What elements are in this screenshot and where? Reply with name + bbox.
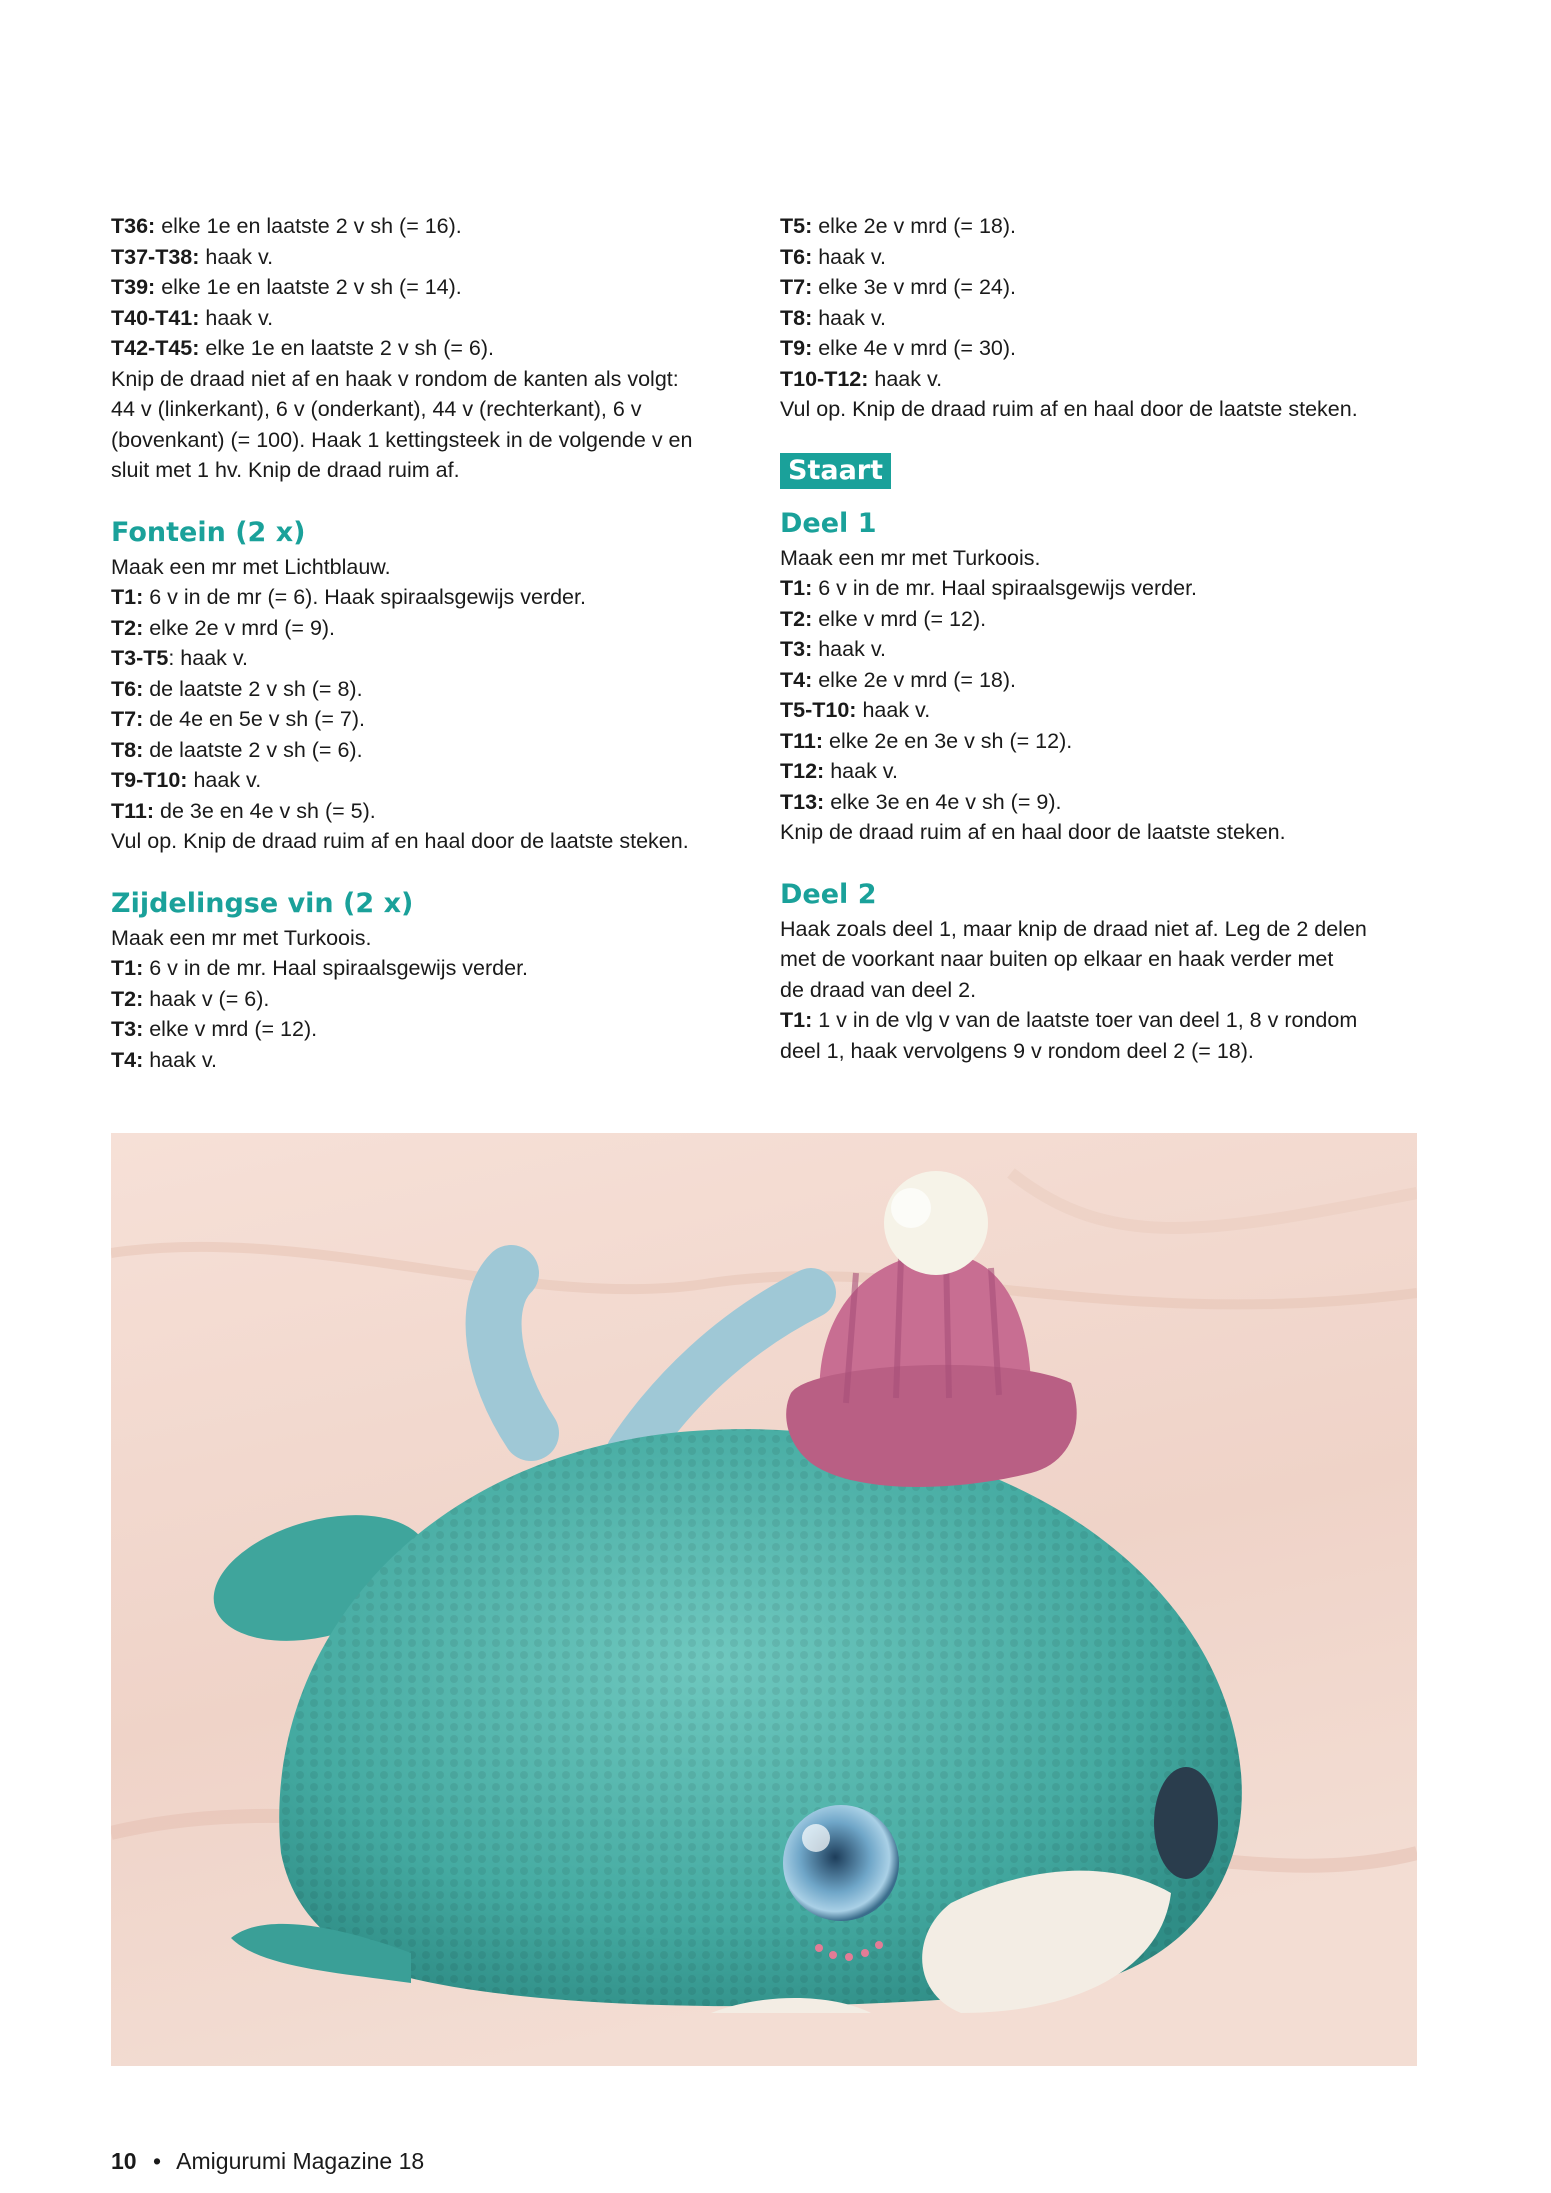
heading-deel-2: Deel 2 bbox=[780, 878, 877, 910]
instruction-line bbox=[780, 211, 1430, 242]
instruction-text: elke 1e en laatste 2 v sh (= 14). bbox=[155, 275, 462, 299]
instruction-line bbox=[780, 787, 1430, 818]
round-label: T3: bbox=[780, 637, 813, 661]
instruction-line bbox=[111, 923, 761, 954]
instruction-text: sluit met 1 hv. Knip de draad ruim af. bbox=[111, 458, 460, 482]
instruction-text: Knip de draad ruim af en haal door de laatste steken. bbox=[780, 820, 1286, 844]
round-label: T12: bbox=[780, 759, 825, 783]
round-label: T10-T12: bbox=[780, 366, 869, 391]
instruction-line bbox=[111, 735, 761, 766]
round-label: T9-T10: bbox=[111, 768, 188, 792]
round-label: T1: bbox=[111, 585, 144, 609]
instruction-text: haak v. bbox=[199, 305, 274, 330]
round-label: T40-T41: bbox=[111, 305, 200, 330]
instruction-line bbox=[111, 364, 761, 395]
instruction-line bbox=[780, 242, 1430, 273]
round-label: T13: bbox=[780, 789, 825, 814]
instruction-text: Maak een mr met Turkoois. bbox=[780, 545, 1041, 570]
round-label: T7: bbox=[780, 275, 813, 299]
instruction-line bbox=[780, 272, 1430, 303]
instruction-text: haak v. bbox=[187, 768, 262, 792]
instruction-text: Maak een mr met Turkoois. bbox=[111, 925, 372, 950]
instruction-line bbox=[780, 695, 1430, 726]
instruction-text: 6 v in de mr. Haal spiraalsgewijs verder. bbox=[812, 576, 1198, 600]
instruction-text: elke 3e v mrd (= 24). bbox=[812, 275, 1016, 299]
footer-separator: • bbox=[152, 2148, 162, 2174]
instruction-text: de laatste 2 v sh (= 8). bbox=[143, 676, 363, 701]
instruction-line bbox=[111, 796, 761, 827]
instruction-text: elke 4e v mrd (= 30). bbox=[812, 336, 1016, 360]
instruction-line bbox=[111, 953, 761, 984]
instruction-text: haak v. bbox=[812, 637, 886, 661]
deel2-instructions bbox=[780, 914, 1430, 1067]
amigurumi-whale-photo bbox=[111, 1133, 1417, 2066]
instruction-line bbox=[111, 242, 761, 273]
instruction-text: de 3e en 4e v sh (= 5). bbox=[154, 798, 376, 823]
instruction-line bbox=[111, 272, 761, 303]
round-label: T1: bbox=[111, 956, 144, 980]
instruction-text: 44 v (linkerkant), 6 v (onderkant), 44 v (rechterkant), 6 v bbox=[111, 397, 642, 421]
instruction-line bbox=[780, 975, 1430, 1006]
instruction-line bbox=[780, 333, 1430, 364]
instruction-text: elke 3e en 4e v sh (= 9). bbox=[824, 789, 1062, 814]
instruction-text: haak v. bbox=[812, 244, 886, 269]
round-label: T5: bbox=[780, 214, 813, 238]
round-label: T37-T38: bbox=[111, 244, 200, 269]
instruction-text: haak v. bbox=[143, 1047, 217, 1072]
instruction-line bbox=[780, 726, 1430, 757]
instruction-line bbox=[111, 704, 761, 735]
instruction-line bbox=[780, 756, 1430, 787]
instruction-text: (bovenkant) (= 100). Haak 1 kettingsteek in de volgende v en bbox=[111, 427, 693, 452]
instruction-line bbox=[780, 543, 1430, 574]
round-label: T2: bbox=[780, 606, 813, 631]
round-label: T11: bbox=[780, 728, 824, 753]
vin-instructions bbox=[111, 923, 761, 1076]
instruction-text: de 4e en 5e v sh (= 7). bbox=[143, 707, 365, 731]
instruction-line bbox=[111, 394, 761, 425]
instruction-text: elke 1e en laatste 2 v sh (= 6). bbox=[199, 336, 495, 360]
instruction-line bbox=[780, 573, 1430, 604]
instruction-text: elke v mrd (= 12). bbox=[143, 1017, 318, 1041]
instruction-line bbox=[111, 582, 761, 613]
instruction-text: haak v (= 6). bbox=[143, 986, 270, 1011]
instruction-text: Vul op. Knip de draad ruim af en haal door de laatste steken. bbox=[780, 397, 1358, 421]
instruction-line bbox=[780, 817, 1430, 848]
instruction-text: Knip de draad niet af en haak v rondom de kanten als volgt: bbox=[111, 366, 679, 391]
round-label: T5-T10: bbox=[780, 698, 857, 722]
instruction-line bbox=[111, 1014, 761, 1045]
instruction-text: elke 2e v mrd (= 18). bbox=[812, 667, 1016, 692]
round-label: T2: bbox=[111, 615, 144, 640]
page-number: 10 bbox=[111, 2148, 137, 2174]
instruction-text: 6 v in de mr. Haal spiraalsgewijs verder. bbox=[143, 956, 529, 980]
instruction-line bbox=[111, 765, 761, 796]
instruction-line bbox=[780, 634, 1430, 665]
round-label: T6: bbox=[780, 244, 813, 269]
instruction-text: haak v. bbox=[812, 305, 886, 330]
instruction-text: 1 v in de vlg v van de laatste toer van deel 1, 8 v rondom bbox=[812, 1008, 1358, 1032]
instruction-line bbox=[780, 1036, 1430, 1067]
instruction-line bbox=[111, 303, 761, 334]
right-rows-part1 bbox=[780, 211, 1430, 425]
instruction-line bbox=[111, 643, 761, 674]
round-label: T39: bbox=[111, 275, 156, 299]
round-label: T7: bbox=[111, 707, 144, 731]
instruction-line bbox=[780, 394, 1430, 425]
heading-deel-1: Deel 1 bbox=[780, 507, 877, 539]
round-label: T36: bbox=[111, 214, 156, 238]
round-label: T1: bbox=[780, 576, 813, 600]
instruction-text: : haak v. bbox=[168, 646, 249, 670]
instruction-text: elke 1e en laatste 2 v sh (= 16). bbox=[155, 214, 462, 238]
round-label: T11: bbox=[111, 798, 155, 823]
instruction-line bbox=[780, 303, 1430, 334]
instruction-line bbox=[780, 1005, 1430, 1036]
instruction-text: elke v mrd (= 12). bbox=[812, 606, 987, 631]
deel1-instructions bbox=[780, 543, 1430, 848]
instruction-text: de laatste 2 v sh (= 6). bbox=[143, 737, 363, 762]
instruction-text: elke 2e v mrd (= 18). bbox=[812, 214, 1016, 238]
instruction-line bbox=[780, 914, 1430, 945]
instruction-text: 6 v in de mr (= 6). Haak spiraalsgewijs verder. bbox=[143, 585, 586, 609]
instruction-text: haak v. bbox=[868, 366, 943, 391]
instruction-text: Maak een mr met Lichtblauw. bbox=[111, 554, 391, 579]
instruction-text: haak v. bbox=[199, 244, 274, 269]
round-label: T4: bbox=[111, 1047, 144, 1072]
instruction-line bbox=[780, 604, 1430, 635]
instruction-line bbox=[111, 674, 761, 705]
magazine-title: Amigurumi Magazine 18 bbox=[176, 2148, 425, 2174]
instruction-text: haak v. bbox=[856, 698, 931, 722]
instruction-line bbox=[111, 333, 761, 364]
heading-fontein: Fontein (2 x) bbox=[111, 516, 306, 548]
heading-zijdelingse-vin: Zijdelingse vin (2 x) bbox=[111, 887, 414, 919]
instruction-line bbox=[780, 944, 1430, 975]
left-column bbox=[111, 211, 761, 1075]
round-label: T6: bbox=[111, 676, 144, 701]
instruction-text: de draad van deel 2. bbox=[780, 977, 977, 1002]
instruction-line bbox=[111, 552, 761, 583]
instruction-line bbox=[111, 826, 761, 857]
instruction-line bbox=[780, 364, 1430, 395]
instruction-line bbox=[111, 455, 761, 486]
round-label: T8: bbox=[111, 737, 144, 762]
instruction-line bbox=[780, 665, 1430, 696]
round-label: T2: bbox=[111, 986, 144, 1011]
right-column bbox=[780, 211, 1430, 1066]
instruction-text: met de voorkant naar buiten op elkaar en haak verder met bbox=[780, 947, 1334, 971]
round-label: T8: bbox=[780, 305, 813, 330]
round-label: T42-T45: bbox=[111, 336, 200, 360]
instruction-line bbox=[111, 1045, 761, 1076]
fontein-instructions bbox=[111, 552, 761, 857]
instruction-text: elke 2e en 3e v sh (= 12). bbox=[823, 728, 1073, 753]
round-label: T3: bbox=[111, 1017, 144, 1041]
instruction-line bbox=[111, 984, 761, 1015]
left-rows-part1 bbox=[111, 211, 761, 486]
round-label: T1: bbox=[780, 1008, 813, 1032]
round-label: T9: bbox=[780, 336, 813, 360]
round-label: T3-T5 bbox=[111, 646, 169, 670]
instruction-line bbox=[111, 425, 761, 456]
instruction-text: Vul op. Knip de draad ruim af en haal door de laatste steken. bbox=[111, 829, 689, 853]
instruction-text: Haak zoals deel 1, maar knip de draad niet af. Leg de 2 delen bbox=[780, 916, 1367, 941]
instruction-text: deel 1, haak vervolgens 9 v rondom deel 2 (= 18). bbox=[780, 1038, 1254, 1063]
instruction-text: haak v. bbox=[824, 759, 898, 783]
instruction-line bbox=[111, 211, 761, 242]
round-label: T4: bbox=[780, 667, 813, 692]
instruction-line bbox=[111, 613, 761, 644]
staart-badge: Staart bbox=[780, 453, 891, 489]
instruction-text: elke 2e v mrd (= 9). bbox=[143, 615, 336, 640]
page-footer bbox=[111, 2148, 424, 2175]
